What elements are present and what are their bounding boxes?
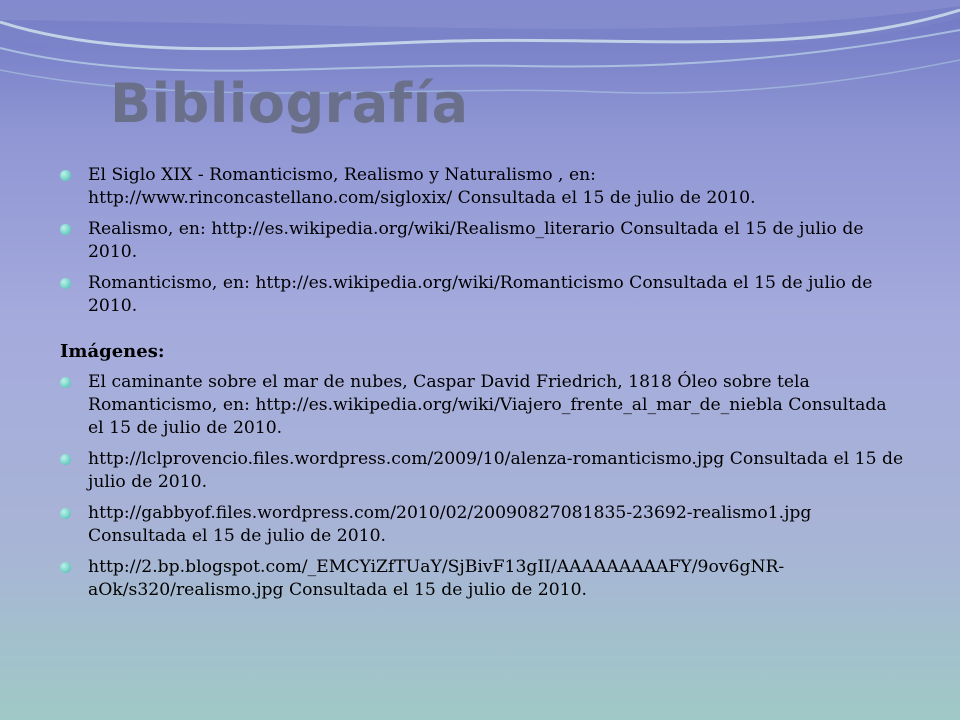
slide-title: Bibliografía bbox=[110, 72, 469, 135]
image-credit-text: El caminante sobre el mar de nubes, Caspar David Friedrich, 1818 Óleo sobre tela Romanticismo, en: http://es.wikipedia.org/wiki/Viajero_frente_al_mar_de_niebla Consultada el 15 de julio de 2010. bbox=[88, 372, 887, 438]
reference-text: El Siglo XIX - Romanticismo, Realismo y Naturalismo , en: http://www.rinconcastellano.com/sigloxix/ Consultada el 15 de julio de 2010. bbox=[88, 165, 756, 208]
bullet-icon bbox=[60, 454, 71, 465]
bullet-icon bbox=[60, 224, 71, 235]
reference-text: Romanticismo, en: http://es.wikipedia.org/wiki/Romanticismo Consultada el 15 de julio de 2010. bbox=[88, 273, 873, 316]
images-heading: Imágenes: bbox=[60, 341, 165, 362]
reference-text: Realismo, en: http://es.wikipedia.org/wiki/Realismo_literario Consultada el 15 de julio de 2010. bbox=[88, 219, 864, 262]
bullet-icon bbox=[60, 377, 71, 388]
list-item bbox=[60, 502, 905, 548]
reference-list bbox=[60, 164, 905, 318]
bullet-icon bbox=[60, 278, 71, 289]
list-item bbox=[60, 556, 905, 602]
slide-content bbox=[60, 164, 905, 610]
bullet-icon bbox=[60, 170, 71, 181]
list-item bbox=[60, 272, 905, 318]
image-credit-list bbox=[60, 371, 905, 602]
image-credit-text: http://2.bp.blogspot.com/_EMCYiZfTUaY/SjBivF13gII/AAAAAAAAAFY/9ov6gNR-aOk/s320/realismo.jpg Consultada el 15 de julio de 2010. bbox=[88, 557, 785, 600]
bullet-icon bbox=[60, 508, 71, 519]
list-item bbox=[60, 164, 905, 210]
image-credit-text: http://lclprovencio.files.wordpress.com/2009/10/alenza-romanticismo.jpg Consultada el 15 de julio de 2010. bbox=[88, 449, 904, 492]
list-item bbox=[60, 448, 905, 494]
list-item bbox=[60, 218, 905, 264]
image-credit-text: http://gabbyof.files.wordpress.com/2010/02/20090827081835-23692-realismo1.jpg Consultada el 15 de julio de 2010. bbox=[88, 503, 812, 546]
bullet-icon bbox=[60, 562, 71, 573]
list-item bbox=[60, 371, 905, 440]
